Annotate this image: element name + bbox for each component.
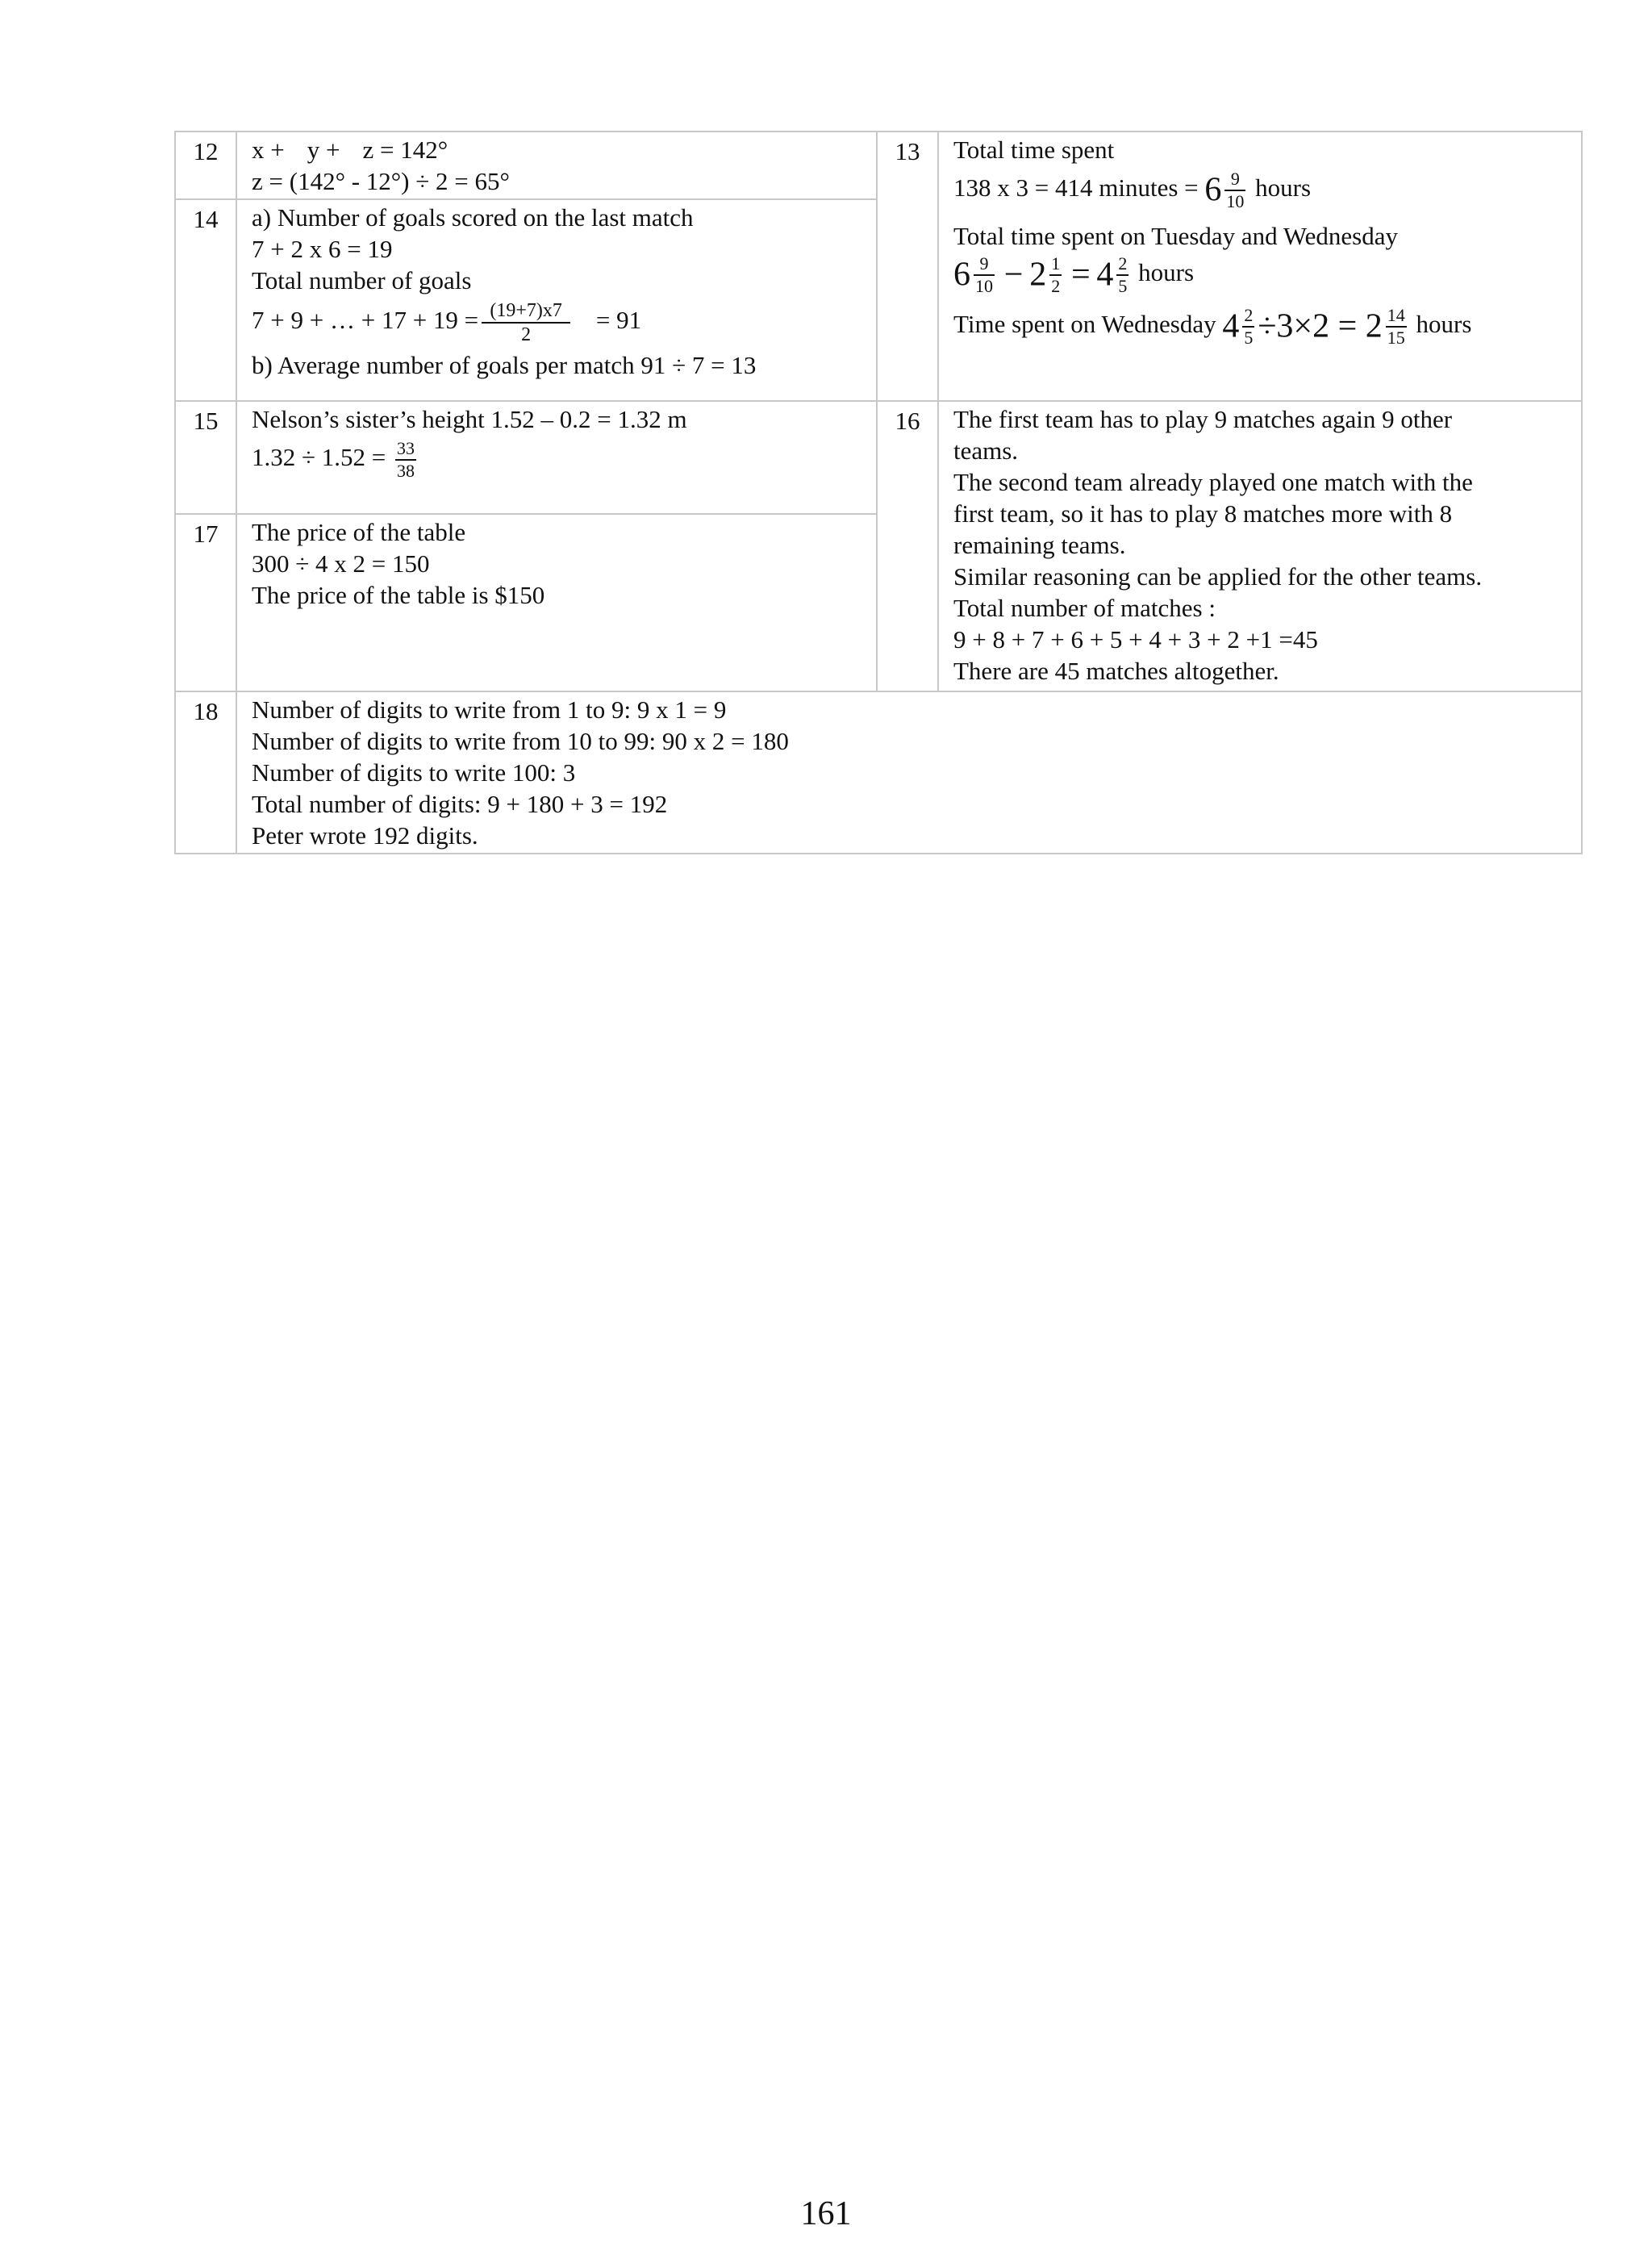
- question-number-15: 15: [175, 401, 236, 514]
- answer-12: [236, 132, 877, 199]
- page-number: 161: [800, 2195, 852, 2232]
- answer-18-line-5: Peter wrote 192 digits.: [252, 821, 478, 850]
- answer-16-line-2: teams.: [953, 436, 1019, 465]
- answer-16-line-1: The first team has to play 9 matches again 9 other: [953, 405, 1453, 433]
- answer-16-line-4: first team, so it has to play 8 matches more with 8: [953, 499, 1453, 528]
- answer-14-line-3: Total number of goals: [252, 266, 472, 294]
- answer-17: [236, 514, 877, 691]
- equation-term-z: z = 142°: [362, 136, 448, 164]
- answer-12-line-1: [252, 134, 866, 165]
- fraction-sum-formula: $\frac{(19+7)x7}{2}$: [482, 301, 570, 344]
- question-number-14: 14: [175, 199, 236, 401]
- answer-17-line-2: 300 ÷ 4 x 2 = 150: [252, 549, 430, 578]
- answer-16: [938, 401, 1582, 691]
- fraction-9-10: $\frac{9}{10}$: [975, 253, 993, 296]
- row-q18: [175, 691, 1582, 854]
- answer-13-line-2: 138 x 3 = 414 minutes = 6 $\frac{9}{10}$ hours: [953, 169, 1312, 211]
- answer-14-line-4: 7 + 9 + … + 17 + 19 = $\frac{(19+7)x7}{2}$ = 91: [252, 300, 642, 345]
- equation-term-y: y +: [307, 136, 340, 164]
- answer-table: [174, 131, 1583, 854]
- answer-18: [236, 691, 1582, 854]
- answer-15: [236, 401, 877, 514]
- fraction-2-5: $\frac{2}{5}$: [1118, 253, 1128, 296]
- answer-18-line-1: Number of digits to write from 1 to 9: 9 x 1 = 9: [252, 695, 727, 724]
- answer-12-line-2: z = (142° - 12°) ÷ 2 = 65°: [252, 167, 510, 195]
- fraction-14-15: $\frac{14}{15}$: [1387, 305, 1405, 348]
- answer-14-line-1: a) Number of goals scored on the last match: [252, 203, 694, 232]
- answer-18-line-4: Total number of digits: 9 + 180 + 3 = 192: [252, 790, 668, 818]
- answer-14-line-5: b) Average number of goals per match 91 ÷ 7 = 13: [252, 351, 757, 379]
- answer-15-line-1: Nelson’s sister’s height 1.52 – 0.2 = 1.32 m: [252, 405, 687, 433]
- answer-18-line-3: Number of digits to write 100: 3: [252, 758, 576, 787]
- fraction-33-38: $\frac{33}{38}$: [397, 438, 415, 481]
- answer-17-line-3: The price of the table is $150: [252, 581, 545, 609]
- answer-14: [236, 199, 877, 401]
- row-q15-q16: [175, 401, 1582, 514]
- answer-18-line-2: Number of digits to write from 10 to 99: 90 x 2 = 180: [252, 727, 789, 755]
- question-number-13: 13: [877, 132, 938, 401]
- fraction-2-5: $\frac{2}{5}$: [1244, 305, 1254, 348]
- answer-16-line-8: 9 + 8 + 7 + 6 + 5 + 4 + 3 + 2 +1 =45: [953, 625, 1318, 653]
- question-number-16: 16: [877, 401, 938, 691]
- question-number-12: 12: [175, 132, 236, 199]
- answer-16-line-3: The second team already played one match with the: [953, 468, 1473, 496]
- answer-13-line-5: Time spent on Wednesday 4 $\frac{2}{5}$ ÷3×2 = 2 $\frac{14}{15}$ hours: [953, 305, 1472, 348]
- equation-term-x: x +: [252, 136, 285, 164]
- fraction-9-10: $\frac{9}{10}$: [1226, 169, 1245, 211]
- answer-16-line-7: Total number of matches :: [953, 594, 1216, 622]
- row-q12-q13: [175, 132, 1582, 199]
- question-number-18: 18: [175, 691, 236, 854]
- fraction-1-2: $\frac{1}{2}$: [1051, 253, 1061, 296]
- answer-13-line-3: Total time spent on Tuesday and Wednesday: [953, 222, 1398, 250]
- answer-16-line-6: Similar reasoning can be applied for the other teams.: [953, 562, 1483, 591]
- answer-16-line-5: remaining teams.: [953, 531, 1126, 559]
- question-number-17: 17: [175, 514, 236, 691]
- answer-13-line-1: Total time spent: [953, 136, 1115, 164]
- answer-17-line-1: The price of the table: [252, 518, 466, 546]
- answer-14-line-2: 7 + 2 x 6 = 19: [252, 235, 393, 263]
- mixed-number-whole: 6: [1204, 171, 1222, 209]
- answer-15-line-2: 1.32 ÷ 1.52 = $\frac{33}{38}$: [252, 438, 415, 481]
- answer-16-line-9: There are 45 matches altogether.: [953, 657, 1279, 685]
- answer-13: [938, 132, 1582, 401]
- answer-13-line-4: 6 $\frac{9}{10}$ − 2 $\frac{1}{2}$ = 4 $\frac{2}{5}$ hours: [953, 253, 1195, 296]
